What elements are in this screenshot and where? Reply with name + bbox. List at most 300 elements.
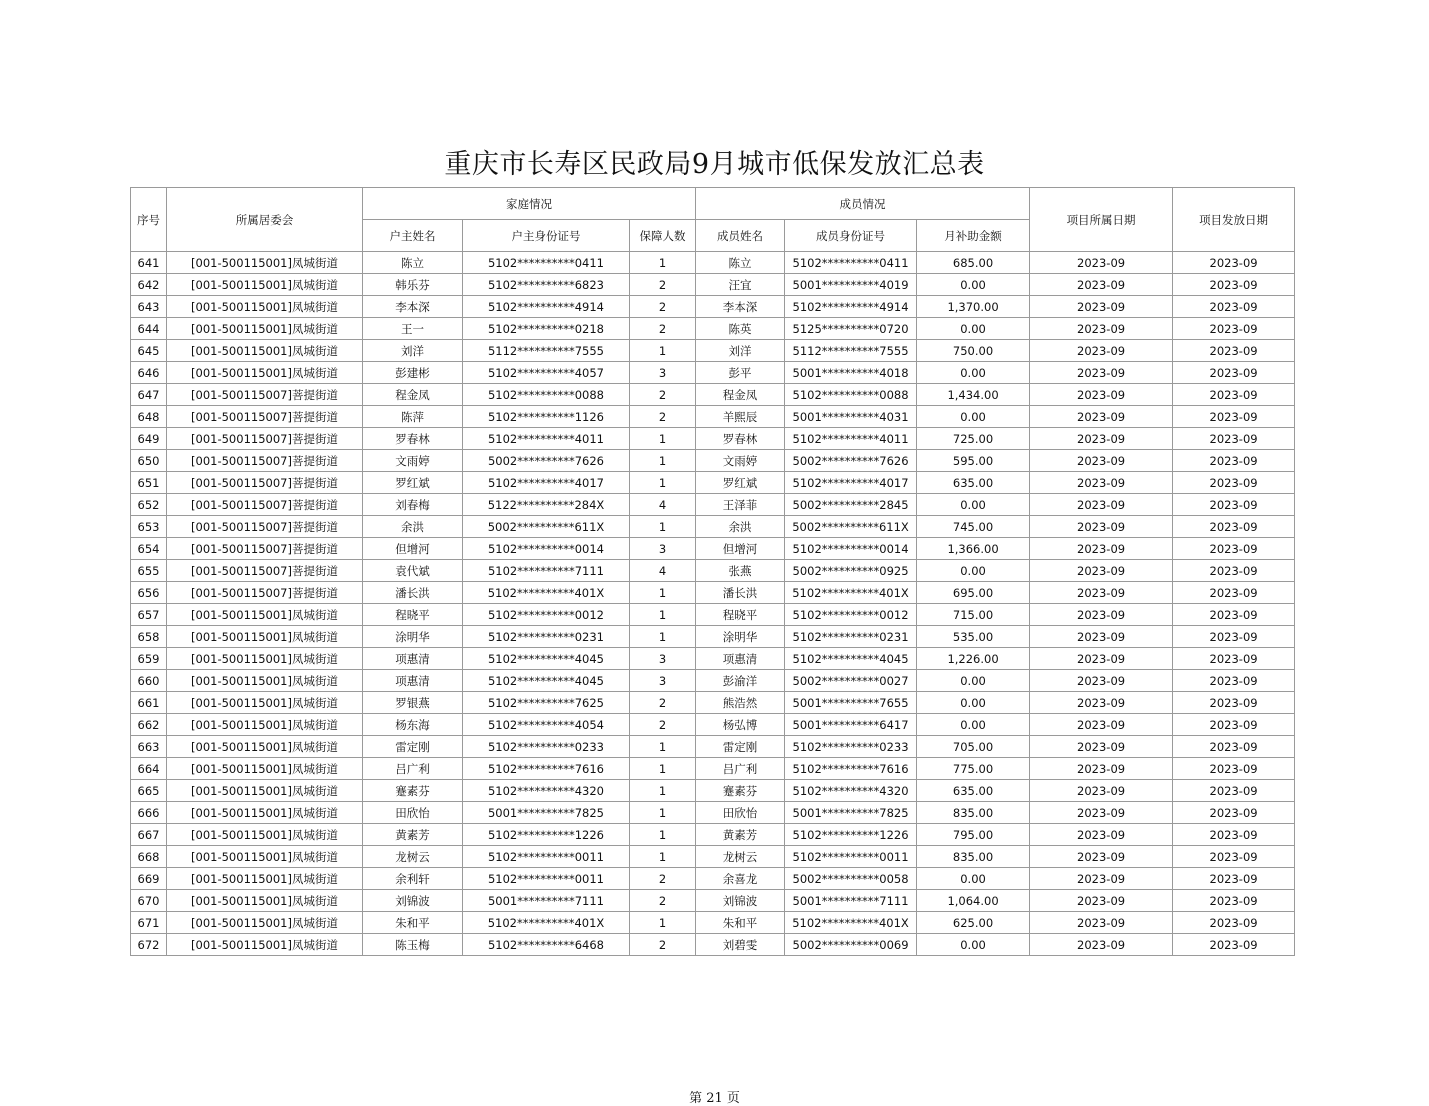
member-name-cell: 王泽菲 [696, 494, 785, 516]
seq-cell: 664 [131, 758, 167, 780]
member-id-cell: 5102**********0231 [785, 626, 917, 648]
member-id-cell: 5001**********4018 [785, 362, 917, 384]
seq-cell: 641 [131, 252, 167, 274]
member-id-cell: 5102**********0233 [785, 736, 917, 758]
member-name-cell: 田欣怡 [696, 802, 785, 824]
issue-date-cell: 2023-09 [1173, 428, 1295, 450]
member-name-cell: 程晓平 [696, 604, 785, 626]
project-date-cell: 2023-09 [1030, 758, 1173, 780]
seq-cell: 668 [131, 846, 167, 868]
header-member-id: 成员身份证号 [785, 220, 917, 252]
table-row [131, 582, 1295, 604]
head-name-cell: 罗红斌 [363, 472, 463, 494]
covered-cell: 2 [630, 934, 696, 956]
amount-cell: 535.00 [917, 626, 1030, 648]
head-id-cell: 5102**********4054 [463, 714, 630, 736]
amount-cell: 750.00 [917, 340, 1030, 362]
head-name-cell: 涂明华 [363, 626, 463, 648]
head-id-cell: 5102**********7616 [463, 758, 630, 780]
seq-cell: 657 [131, 604, 167, 626]
issue-date-cell: 2023-09 [1173, 890, 1295, 912]
member-id-cell: 5001**********7825 [785, 802, 917, 824]
committee-cell: [001-500115001]凤城街道 [167, 604, 363, 626]
seq-cell: 643 [131, 296, 167, 318]
head-id-cell: 5102**********4320 [463, 780, 630, 802]
amount-cell: 705.00 [917, 736, 1030, 758]
seq-cell: 647 [131, 384, 167, 406]
table-row [131, 824, 1295, 846]
amount-cell: 715.00 [917, 604, 1030, 626]
committee-cell: [001-500115001]凤城街道 [167, 692, 363, 714]
member-name-cell: 杨弘博 [696, 714, 785, 736]
table-row [131, 868, 1295, 890]
table-body [131, 252, 1295, 956]
seq-cell: 672 [131, 934, 167, 956]
member-name-cell: 蹇素芬 [696, 780, 785, 802]
amount-cell: 625.00 [917, 912, 1030, 934]
header-committee: 所属居委会 [167, 188, 363, 252]
member-id-cell: 5001**********7655 [785, 692, 917, 714]
amount-cell: 835.00 [917, 846, 1030, 868]
member-name-cell: 项惠清 [696, 648, 785, 670]
committee-cell: [001-500115001]凤城街道 [167, 890, 363, 912]
head-id-cell: 5102**********401X [463, 912, 630, 934]
committee-cell: [001-500115007]菩提街道 [167, 450, 363, 472]
header-monthly-amount: 月补助金额 [917, 220, 1030, 252]
amount-cell: 725.00 [917, 428, 1030, 450]
member-id-cell: 5001**********7111 [785, 890, 917, 912]
member-id-cell: 5001**********4031 [785, 406, 917, 428]
table-row [131, 406, 1295, 428]
committee-cell: [001-500115001]凤城街道 [167, 670, 363, 692]
member-id-cell: 5002**********2845 [785, 494, 917, 516]
project-date-cell: 2023-09 [1030, 274, 1173, 296]
header-family-group: 家庭情况 [363, 188, 696, 220]
seq-cell: 655 [131, 560, 167, 582]
seq-cell: 661 [131, 692, 167, 714]
seq-cell: 645 [131, 340, 167, 362]
committee-cell: [001-500115001]凤城街道 [167, 714, 363, 736]
head-id-cell: 5002**********7626 [463, 450, 630, 472]
covered-cell: 4 [630, 494, 696, 516]
member-name-cell: 熊浩然 [696, 692, 785, 714]
seq-cell: 663 [131, 736, 167, 758]
head-id-cell: 5102**********0233 [463, 736, 630, 758]
seq-cell: 665 [131, 780, 167, 802]
table-row [131, 538, 1295, 560]
covered-cell: 1 [630, 736, 696, 758]
table-row [131, 362, 1295, 384]
issue-date-cell: 2023-09 [1173, 846, 1295, 868]
committee-cell: [001-500115007]菩提街道 [167, 428, 363, 450]
covered-cell: 3 [630, 648, 696, 670]
amount-cell: 0.00 [917, 714, 1030, 736]
head-id-cell: 5102**********4045 [463, 670, 630, 692]
head-name-cell: 朱和平 [363, 912, 463, 934]
covered-cell: 3 [630, 362, 696, 384]
amount-cell: 0.00 [917, 934, 1030, 956]
amount-cell: 0.00 [917, 692, 1030, 714]
head-name-cell: 文雨婷 [363, 450, 463, 472]
covered-cell: 3 [630, 670, 696, 692]
member-id-cell: 5002**********0925 [785, 560, 917, 582]
issue-date-cell: 2023-09 [1173, 494, 1295, 516]
head-name-cell: 杨东海 [363, 714, 463, 736]
member-id-cell: 5102**********1226 [785, 824, 917, 846]
header-project-date: 项目所属日期 [1030, 188, 1173, 252]
member-name-cell: 涂明华 [696, 626, 785, 648]
member-id-cell: 5125**********0720 [785, 318, 917, 340]
issue-date-cell: 2023-09 [1173, 340, 1295, 362]
head-name-cell: 陈萍 [363, 406, 463, 428]
member-id-cell: 5102**********4914 [785, 296, 917, 318]
table-row [131, 670, 1295, 692]
amount-cell: 1,226.00 [917, 648, 1030, 670]
committee-cell: [001-500115001]凤城街道 [167, 802, 363, 824]
committee-cell: [001-500115007]菩提街道 [167, 582, 363, 604]
member-id-cell: 5102**********0012 [785, 604, 917, 626]
covered-cell: 2 [630, 274, 696, 296]
head-id-cell: 5102**********4011 [463, 428, 630, 450]
project-date-cell: 2023-09 [1030, 516, 1173, 538]
head-id-cell: 5102**********0231 [463, 626, 630, 648]
head-id-cell: 5102**********0411 [463, 252, 630, 274]
amount-cell: 795.00 [917, 824, 1030, 846]
member-name-cell: 朱和平 [696, 912, 785, 934]
seq-cell: 656 [131, 582, 167, 604]
member-name-cell: 刘洋 [696, 340, 785, 362]
head-name-cell: 田欣怡 [363, 802, 463, 824]
project-date-cell: 2023-09 [1030, 296, 1173, 318]
project-date-cell: 2023-09 [1030, 934, 1173, 956]
head-name-cell: 李本深 [363, 296, 463, 318]
member-id-cell: 5001**********6417 [785, 714, 917, 736]
head-id-cell: 5001**********7825 [463, 802, 630, 824]
issue-date-cell: 2023-09 [1173, 516, 1295, 538]
issue-date-cell: 2023-09 [1173, 274, 1295, 296]
member-name-cell: 刘碧雯 [696, 934, 785, 956]
table-row [131, 846, 1295, 868]
head-id-cell: 5102**********4914 [463, 296, 630, 318]
committee-cell: [001-500115007]菩提街道 [167, 516, 363, 538]
committee-cell: [001-500115001]凤城街道 [167, 296, 363, 318]
table-row [131, 296, 1295, 318]
table-row [131, 802, 1295, 824]
member-id-cell: 5002**********0069 [785, 934, 917, 956]
project-date-cell: 2023-09 [1030, 626, 1173, 648]
covered-cell: 2 [630, 318, 696, 340]
amount-cell: 635.00 [917, 780, 1030, 802]
member-name-cell: 羊熙辰 [696, 406, 785, 428]
seq-cell: 658 [131, 626, 167, 648]
amount-cell: 635.00 [917, 472, 1030, 494]
committee-cell: [001-500115001]凤城街道 [167, 318, 363, 340]
project-date-cell: 2023-09 [1030, 648, 1173, 670]
covered-cell: 1 [630, 626, 696, 648]
head-id-cell: 5102**********1126 [463, 406, 630, 428]
head-id-cell: 5102**********0014 [463, 538, 630, 560]
seq-cell: 653 [131, 516, 167, 538]
committee-cell: [001-500115001]凤城街道 [167, 362, 363, 384]
seq-cell: 671 [131, 912, 167, 934]
member-name-cell: 龙树云 [696, 846, 785, 868]
table-row [131, 318, 1295, 340]
head-name-cell: 陈立 [363, 252, 463, 274]
table-row [131, 934, 1295, 956]
covered-cell: 1 [630, 450, 696, 472]
committee-cell: [001-500115001]凤城街道 [167, 252, 363, 274]
seq-cell: 666 [131, 802, 167, 824]
table-row [131, 692, 1295, 714]
amount-cell: 595.00 [917, 450, 1030, 472]
head-name-cell: 余洪 [363, 516, 463, 538]
covered-cell: 1 [630, 802, 696, 824]
member-id-cell: 5102**********4011 [785, 428, 917, 450]
table-row [131, 714, 1295, 736]
issue-date-cell: 2023-09 [1173, 692, 1295, 714]
covered-cell: 1 [630, 846, 696, 868]
amount-cell: 1,434.00 [917, 384, 1030, 406]
covered-cell: 2 [630, 384, 696, 406]
amount-cell: 1,064.00 [917, 890, 1030, 912]
covered-cell: 2 [630, 406, 696, 428]
table-row [131, 274, 1295, 296]
head-name-cell: 项惠清 [363, 648, 463, 670]
member-id-cell: 5002**********0027 [785, 670, 917, 692]
seq-cell: 670 [131, 890, 167, 912]
issue-date-cell: 2023-09 [1173, 252, 1295, 274]
issue-date-cell: 2023-09 [1173, 604, 1295, 626]
issue-date-cell: 2023-09 [1173, 582, 1295, 604]
project-date-cell: 2023-09 [1030, 736, 1173, 758]
project-date-cell: 2023-09 [1030, 252, 1173, 274]
member-id-cell: 5112**********7555 [785, 340, 917, 362]
table-row [131, 780, 1295, 802]
covered-cell: 1 [630, 252, 696, 274]
head-name-cell: 雷定刚 [363, 736, 463, 758]
member-id-cell: 5102**********4045 [785, 648, 917, 670]
amount-cell: 0.00 [917, 318, 1030, 340]
header-head-id: 户主身份证号 [463, 220, 630, 252]
issue-date-cell: 2023-09 [1173, 934, 1295, 956]
issue-date-cell: 2023-09 [1173, 538, 1295, 560]
table-row [131, 494, 1295, 516]
covered-cell: 2 [630, 868, 696, 890]
head-name-cell: 程金凤 [363, 384, 463, 406]
committee-cell: [001-500115007]菩提街道 [167, 538, 363, 560]
seq-cell: 660 [131, 670, 167, 692]
project-date-cell: 2023-09 [1030, 890, 1173, 912]
member-name-cell: 彭渝洋 [696, 670, 785, 692]
issue-date-cell: 2023-09 [1173, 472, 1295, 494]
head-name-cell: 程晓平 [363, 604, 463, 626]
issue-date-cell: 2023-09 [1173, 802, 1295, 824]
amount-cell: 1,366.00 [917, 538, 1030, 560]
amount-cell: 695.00 [917, 582, 1030, 604]
head-name-cell: 韩乐芬 [363, 274, 463, 296]
amount-cell: 0.00 [917, 868, 1030, 890]
head-name-cell: 王一 [363, 318, 463, 340]
committee-cell: [001-500115001]凤城街道 [167, 340, 363, 362]
table-row [131, 252, 1295, 274]
seq-cell: 648 [131, 406, 167, 428]
project-date-cell: 2023-09 [1030, 428, 1173, 450]
project-date-cell: 2023-09 [1030, 384, 1173, 406]
amount-cell: 0.00 [917, 362, 1030, 384]
member-name-cell: 陈英 [696, 318, 785, 340]
amount-cell: 835.00 [917, 802, 1030, 824]
head-name-cell: 罗春林 [363, 428, 463, 450]
project-date-cell: 2023-09 [1030, 802, 1173, 824]
project-date-cell: 2023-09 [1030, 692, 1173, 714]
committee-cell: [001-500115001]凤城街道 [167, 780, 363, 802]
head-id-cell: 5102**********0012 [463, 604, 630, 626]
table-row [131, 516, 1295, 538]
project-date-cell: 2023-09 [1030, 560, 1173, 582]
head-id-cell: 5102**********4045 [463, 648, 630, 670]
head-name-cell: 黄素芳 [363, 824, 463, 846]
amount-cell: 745.00 [917, 516, 1030, 538]
project-date-cell: 2023-09 [1030, 340, 1173, 362]
project-date-cell: 2023-09 [1030, 868, 1173, 890]
covered-cell: 4 [630, 560, 696, 582]
amount-cell: 0.00 [917, 274, 1030, 296]
table-row [131, 604, 1295, 626]
covered-cell: 1 [630, 604, 696, 626]
head-id-cell: 5102**********7111 [463, 560, 630, 582]
head-id-cell: 5102**********0011 [463, 846, 630, 868]
amount-cell: 1,370.00 [917, 296, 1030, 318]
member-name-cell: 但增河 [696, 538, 785, 560]
head-name-cell: 彭建彬 [363, 362, 463, 384]
amount-cell: 775.00 [917, 758, 1030, 780]
project-date-cell: 2023-09 [1030, 582, 1173, 604]
project-date-cell: 2023-09 [1030, 450, 1173, 472]
member-id-cell: 5002**********0058 [785, 868, 917, 890]
head-name-cell: 但增河 [363, 538, 463, 560]
seq-cell: 642 [131, 274, 167, 296]
head-id-cell: 5102**********4057 [463, 362, 630, 384]
head-name-cell: 刘洋 [363, 340, 463, 362]
issue-date-cell: 2023-09 [1173, 912, 1295, 934]
member-id-cell: 5102**********7616 [785, 758, 917, 780]
header-head-name: 户主姓名 [363, 220, 463, 252]
table-row [131, 450, 1295, 472]
table-row [131, 736, 1295, 758]
project-date-cell: 2023-09 [1030, 318, 1173, 340]
issue-date-cell: 2023-09 [1173, 362, 1295, 384]
committee-cell: [001-500115007]菩提街道 [167, 406, 363, 428]
committee-cell: [001-500115001]凤城街道 [167, 824, 363, 846]
header-member-name: 成员姓名 [696, 220, 785, 252]
issue-date-cell: 2023-09 [1173, 406, 1295, 428]
head-name-cell: 蹇素芬 [363, 780, 463, 802]
table-row [131, 890, 1295, 912]
committee-cell: [001-500115001]凤城街道 [167, 934, 363, 956]
committee-cell: [001-500115001]凤城街道 [167, 758, 363, 780]
head-name-cell: 刘春梅 [363, 494, 463, 516]
head-name-cell: 余利轩 [363, 868, 463, 890]
covered-cell: 1 [630, 516, 696, 538]
head-name-cell: 罗银燕 [363, 692, 463, 714]
committee-cell: [001-500115001]凤城街道 [167, 912, 363, 934]
member-id-cell: 5102**********0014 [785, 538, 917, 560]
member-id-cell: 5102**********0088 [785, 384, 917, 406]
project-date-cell: 2023-09 [1030, 406, 1173, 428]
table-row [131, 626, 1295, 648]
head-id-cell: 5112**********7555 [463, 340, 630, 362]
committee-cell: [001-500115001]凤城街道 [167, 736, 363, 758]
project-date-cell: 2023-09 [1030, 362, 1173, 384]
head-id-cell: 5102**********0218 [463, 318, 630, 340]
member-name-cell: 文雨婷 [696, 450, 785, 472]
header-issue-date: 项目发放日期 [1173, 188, 1295, 252]
covered-cell: 2 [630, 296, 696, 318]
table-row [131, 758, 1295, 780]
head-id-cell: 5102**********4017 [463, 472, 630, 494]
header-member-group: 成员情况 [696, 188, 1030, 220]
issue-date-cell: 2023-09 [1173, 560, 1295, 582]
head-name-cell: 刘锦波 [363, 890, 463, 912]
head-id-cell: 5102**********6823 [463, 274, 630, 296]
head-id-cell: 5102**********0088 [463, 384, 630, 406]
table-header [131, 188, 1295, 252]
committee-cell: [001-500115007]菩提街道 [167, 560, 363, 582]
amount-cell: 685.00 [917, 252, 1030, 274]
issue-date-cell: 2023-09 [1173, 670, 1295, 692]
issue-date-cell: 2023-09 [1173, 318, 1295, 340]
head-name-cell: 潘长洪 [363, 582, 463, 604]
member-name-cell: 陈立 [696, 252, 785, 274]
seq-cell: 659 [131, 648, 167, 670]
member-id-cell: 5102**********0411 [785, 252, 917, 274]
committee-cell: [001-500115001]凤城街道 [167, 274, 363, 296]
issue-date-cell: 2023-09 [1173, 868, 1295, 890]
committee-cell: [001-500115007]菩提街道 [167, 472, 363, 494]
issue-date-cell: 2023-09 [1173, 736, 1295, 758]
table-row [131, 384, 1295, 406]
member-id-cell: 5102**********4320 [785, 780, 917, 802]
covered-cell: 1 [630, 912, 696, 934]
member-id-cell: 5001**********4019 [785, 274, 917, 296]
covered-cell: 2 [630, 890, 696, 912]
member-id-cell: 5102**********0011 [785, 846, 917, 868]
table-row [131, 560, 1295, 582]
seq-cell: 654 [131, 538, 167, 560]
covered-cell: 1 [630, 472, 696, 494]
issue-date-cell: 2023-09 [1173, 780, 1295, 802]
head-name-cell: 吕广利 [363, 758, 463, 780]
project-date-cell: 2023-09 [1030, 780, 1173, 802]
allowance-table [130, 187, 1295, 956]
covered-cell: 1 [630, 340, 696, 362]
project-date-cell: 2023-09 [1030, 604, 1173, 626]
issue-date-cell: 2023-09 [1173, 714, 1295, 736]
head-id-cell: 5002**********611X [463, 516, 630, 538]
amount-cell: 0.00 [917, 406, 1030, 428]
member-id-cell: 5002**********611X [785, 516, 917, 538]
member-name-cell: 余喜龙 [696, 868, 785, 890]
covered-cell: 3 [630, 538, 696, 560]
member-name-cell: 罗红斌 [696, 472, 785, 494]
member-name-cell: 余洪 [696, 516, 785, 538]
seq-cell: 649 [131, 428, 167, 450]
issue-date-cell: 2023-09 [1173, 824, 1295, 846]
member-name-cell: 黄素芳 [696, 824, 785, 846]
head-id-cell: 5102**********0011 [463, 868, 630, 890]
covered-cell: 1 [630, 780, 696, 802]
member-name-cell: 汪宜 [696, 274, 785, 296]
